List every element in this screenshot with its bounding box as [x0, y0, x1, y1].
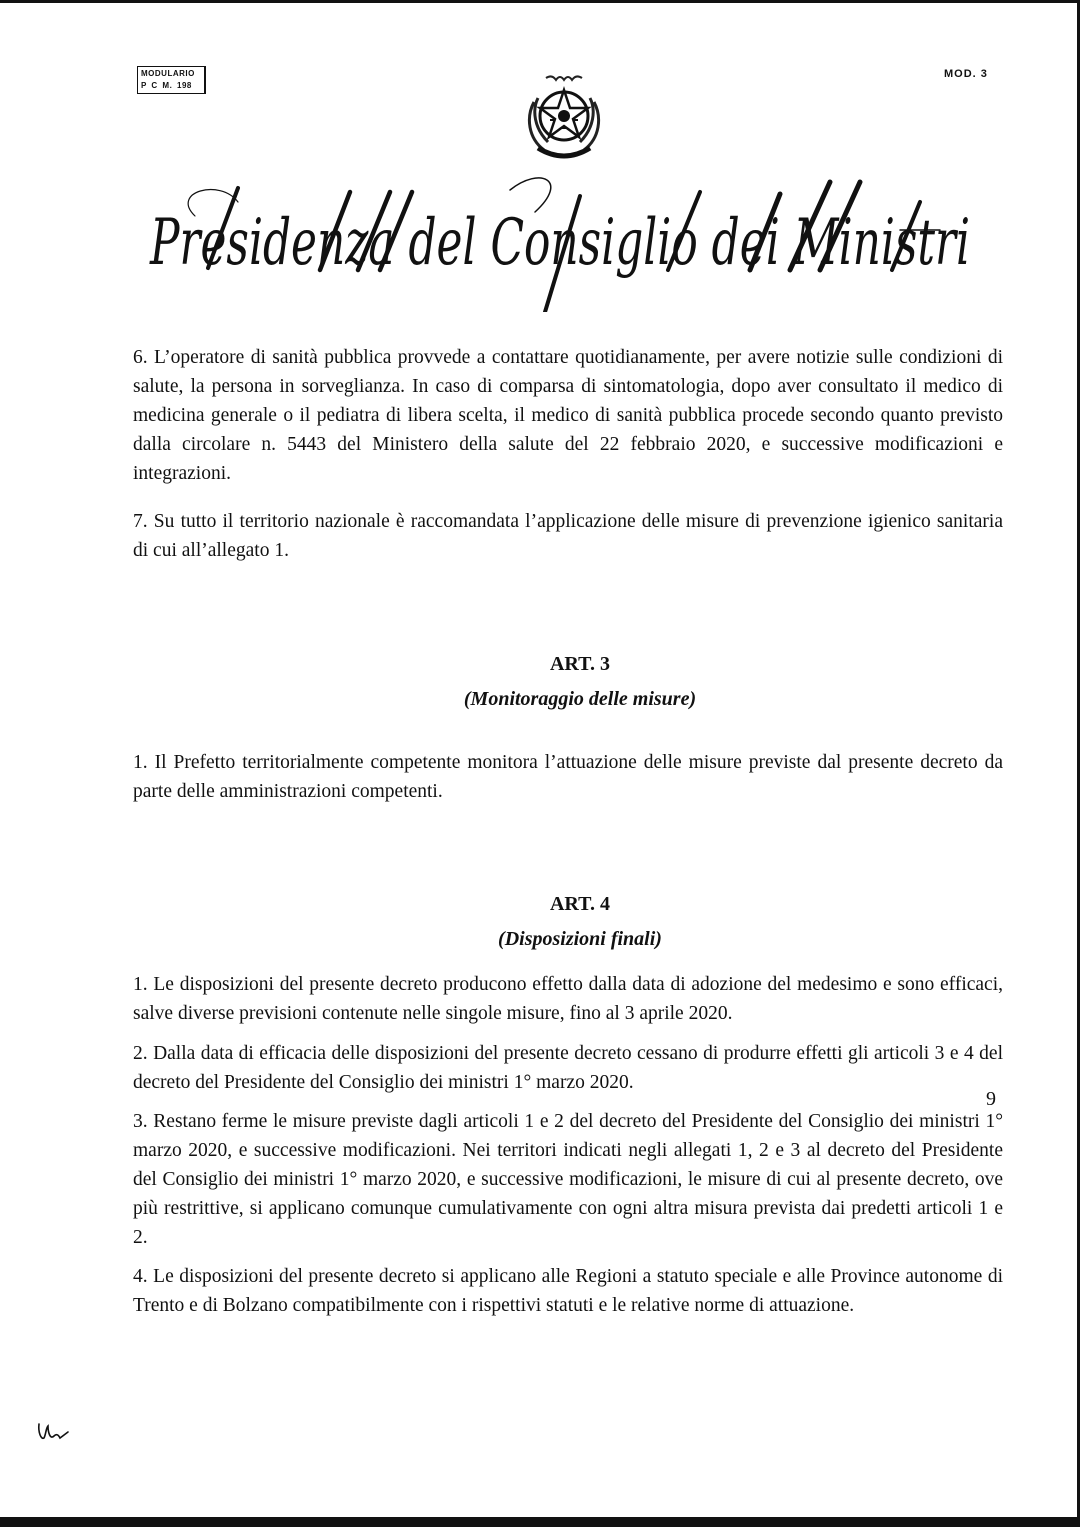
- page-number: 9: [986, 1088, 996, 1110]
- italian-republic-emblem-icon: [522, 72, 606, 164]
- modulario-stamp: [137, 66, 206, 94]
- art4-subtitle: (Disposizioni finali): [498, 928, 662, 950]
- art4-paragraph-2: 2. Dalla data di efficacia delle disposizioni del presente decreto cessano di produrre effetti gli articoli 3 e 4 del decreto del Presidente del Consiglio dei ministri 1° marzo 2020.: [133, 1043, 1003, 1093]
- paragraph-7: 7. Su tutto il territorio nazionale è raccomandata l’applicazione delle misure di prevenzione igienico sanitaria di cui all’allegato 1.: [133, 511, 1003, 561]
- art4-title: ART. 4: [549, 893, 611, 915]
- modulario-line1: MODULARIO: [141, 69, 195, 78]
- form-code: MOD. 3: [944, 68, 988, 80]
- art4-paragraph-3: 3. Restano ferme le misure previste dagli articoli 1 e 2 del decreto del Presidente del Consiglio dei ministri 1° marzo 2020, e successive modificazioni. Nei territori indicati negli allegati 1, 2 e 3 al decreto del Presidente del Consiglio dei ministri 1° marzo 2020, e successive modificazioni, le misure di cui al presente decreto, ove più restrittive, si applicano comunque cumulativamente con ogni altra misura prevista dai predetti articoli 1 e 2.: [133, 1111, 1003, 1248]
- modulario-line2: P C M. 198: [141, 81, 192, 90]
- scan-edge-top: [0, 0, 1080, 3]
- handwritten-initials-icon: [36, 1420, 70, 1446]
- presidenza-script-logo: [140, 172, 990, 312]
- art3-title: ART. 3: [549, 653, 611, 675]
- scan-edge-bottom: [0, 1517, 1080, 1527]
- art3-subtitle: (Monitoraggio delle misure): [463, 688, 697, 710]
- art4-paragraph-4: 4. Le disposizioni del presente decreto si applicano alle Regioni a statuto speciale e alle Province autonome di Trento e di Bolzano compatibilmente con i rispettivi statuti e le relative norme di attuazione.: [133, 1266, 1003, 1316]
- paragraph-6: 6. L’operatore di sanità pubblica provvede a contattare quotidianamente, per avere notizie sulle condizioni di salute, la persona in sorveglianza. In caso di comparsa di sintomatologia, dopo aver consultato il medico di medicina generale o il pediatra di libera scelta, il medico di sanità pubblica procede secondo quanto previsto dalla circolare n. 5443 del Ministero della salute del 22 febbraio 2020, e successive modificazioni e integrazioni.: [133, 347, 1003, 484]
- art4-paragraph-1: 1. Le disposizioni del presente decreto producono effetto dalla data di adozione del medesimo e sono efficaci, salve diverse previsioni contenute nelle singole misure, fino al 3 aprile 2020.: [133, 974, 1003, 1024]
- script-title: Presidenza del Consiglio dei Ministri: [149, 206, 970, 280]
- art3-paragraph-1: 1. Il Prefetto territorialmente competente monitora l’attuazione delle misure previste dal presente decreto da parte delle amministrazioni competenti.: [133, 752, 1003, 802]
